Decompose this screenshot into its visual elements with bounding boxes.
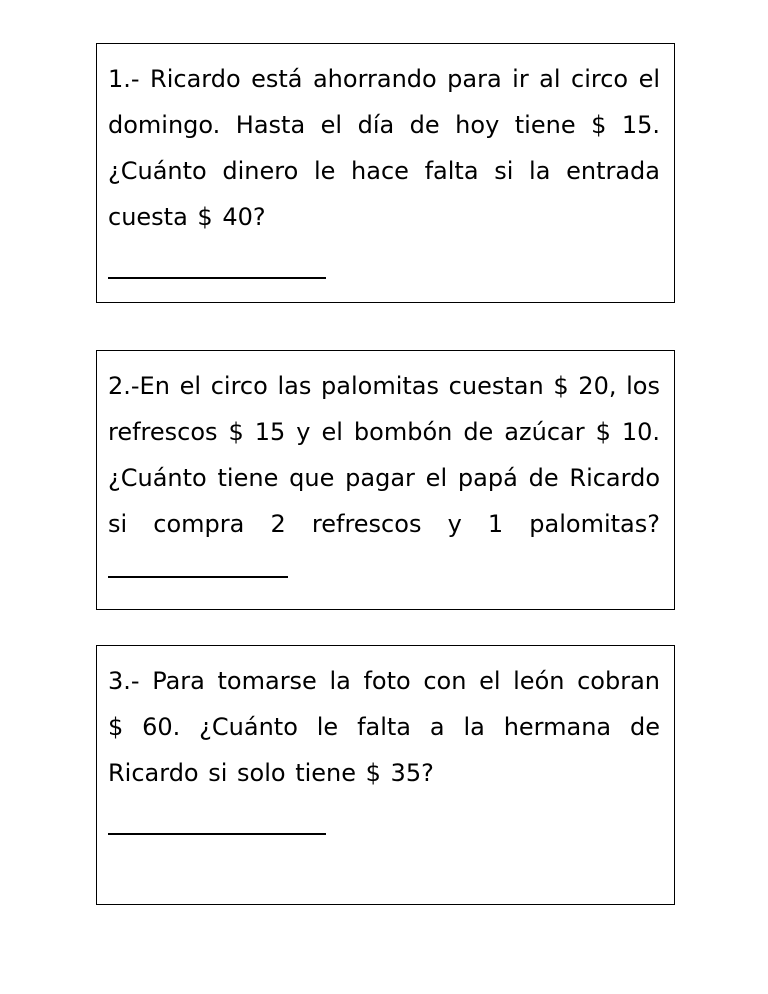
problem-text bbox=[108, 363, 660, 593]
problem-text bbox=[108, 56, 660, 294]
answer-blank-line[interactable] bbox=[108, 550, 288, 578]
problem-1-text: 1.- Ricardo está ahorrando para ir al circo el domingo. Hasta el día de hoy tiene $ 15. ¿Cuánto dinero le hace falta si la entrada cuesta $ 40? bbox=[108, 65, 660, 231]
problem-box-3 bbox=[96, 645, 675, 905]
problem-box-2 bbox=[96, 350, 675, 610]
answer-blank-line[interactable] bbox=[108, 248, 660, 294]
problem-2-text: 2.-En el circo las palomitas cuestan $ 20, los refrescos $ 15 y el bombón de azúcar $ 10. ¿Cuánto tiene que pagar el papá de Ricardo si compra 2 refrescos y 1 palomitas? bbox=[108, 372, 660, 538]
problem-3-text: 3.- Para tomarse la foto con el león cobran $ 60. ¿Cuánto le falta a la hermana de Ricardo si solo tiene $ 35? bbox=[108, 667, 660, 787]
answer-blank-line[interactable] bbox=[108, 804, 660, 850]
problem-box-1 bbox=[96, 43, 675, 303]
problem-text bbox=[108, 658, 660, 850]
